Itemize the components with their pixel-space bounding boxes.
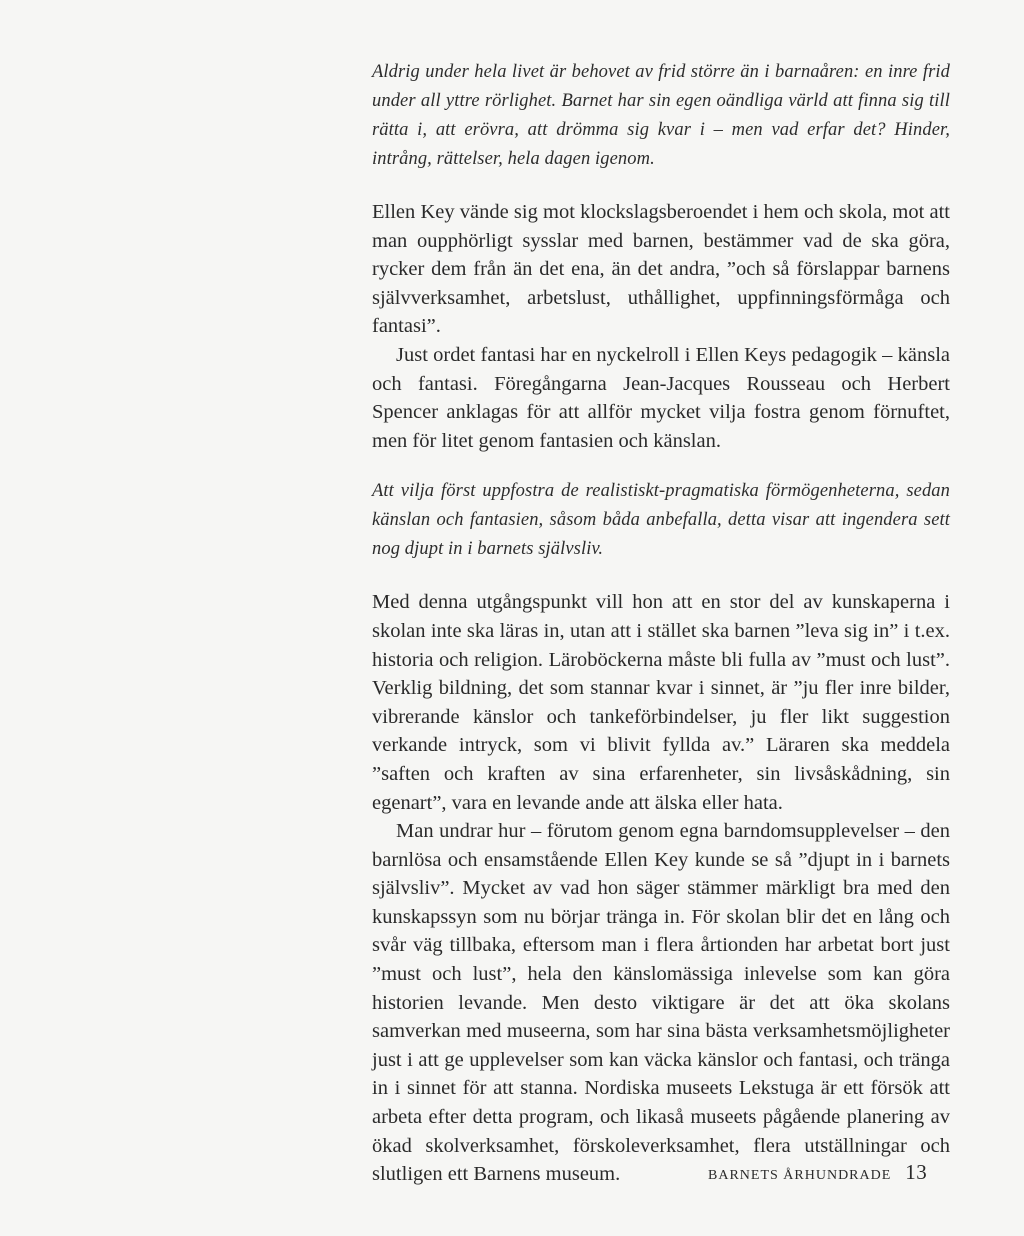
quote-uppfostra: Att vilja först uppfostra de realistiskt-pragmatiska förmögenheterna, sedan känslan och fantasien, såsom båda anbefalla, detta visar att ingendera sett nog djupt in i barnets självsliv. [372, 481, 950, 560]
paragraph-utgangspunkt: Med denna utgångspunkt vill hon att en stor del av kunskaperna i skolan inte ska läras in, utan att i stället ska barnen ”leva sig in” i t.ex. historia och religion. Läroböckerna måste bli fulla av ”must och lust”. Verklig bildning, det som stannar kvar i sinnet, är ”ju fler inre bilder, vibrerande känslor och tankeförbindelser, ju fler likt suggestion verkande intryck, som vi blivit fyllda av.” Läraren ska meddela ”saften och kraften av sina erfarenheter, sin livsåskådning, sin egenart”, vara en levande ande att älska eller hata. [372, 591, 950, 814]
page-number: 13 [905, 1160, 928, 1184]
running-title: BARNETS ÅRHUNDRADE [708, 1168, 892, 1183]
text-column [372, 58, 950, 1189]
page-footer [708, 1160, 958, 1185]
paragraph-fantasi: Just ordet fantasi har en nyckelroll i Ellen Keys pedagogik – känsla och fantasi. Föregångarna Jean-Jacques Rousseau och Herbert Spencer anklagas för att allför mycket vilja fostra genom förnuftet, men för litet genom fantasien och känslan. [372, 343, 950, 452]
quote-frid: Aldrig under hela livet är behovet av frid större än i barnaåren: en inre frid under all yttre rörlighet. Barnet har sin egen oändliga värld att finna sig till rätta i, att erövra, att drömma sig kvar i – men vad erfar det? Hinder, intrång, rättelser, hela dagen igenom. [372, 62, 950, 169]
paragraph-barndomsupplevelser: Man undrar hur – förutom genom egna barndomsupplevelser – den barnlösa och ensamstående Ellen Key kunde se så ”djupt in i barnets självsliv”. Mycket av vad hon säger stämmer märkligt bra med den kunskapssyn som nu börjar tränga in. För skolan blir det en lång och svår väg tillbaka, eftersom man i flera årtionden har arbetat bort just ”must och lust”, hela den känslomässiga inlevelse som kan göra historien levande. Men desto viktigare är det att öka skolans samverkan med museerna, som har sina bästa verksamhetsmöjligheter just i att ge upplevelser som kan väcka känslor och fantasi, och tränga in i sinnet för att stanna. Nordiska museets Lekstuga är ett försök att arbeta efter detta program, och likaså museets pågående planering av ökad skolverksamhet, förskoleverksamhet, flera utställningar och slutligen ett Barnens museum. [372, 820, 950, 1186]
paragraph-klockslag: Ellen Key vände sig mot klockslagsberoendet i hem och skola, mot att man oupphörligt sysslar med barnen, bestämmer vad de ska göra, rycker dem från än det ena, än det andra, ”och så förslappar barnens självverksamhet, arbetslust, uthållighet, uppfinningsförmåga och fantasi”. [372, 201, 950, 338]
